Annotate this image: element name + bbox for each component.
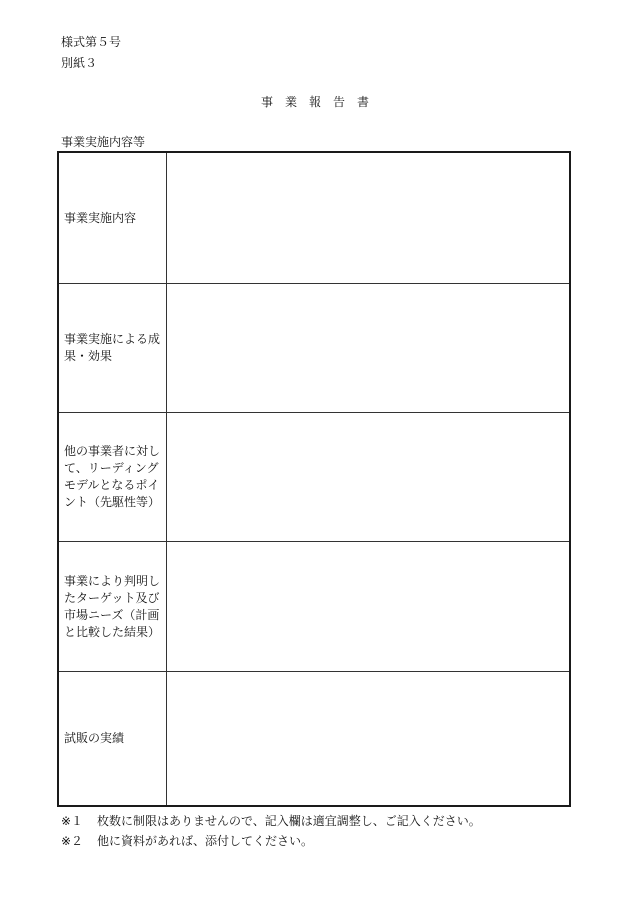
row-input-area[interactable]	[167, 542, 569, 671]
document-title: 事 業 報 告 書	[260, 95, 369, 109]
table-row	[59, 413, 569, 542]
footnote	[61, 833, 313, 849]
row-label-text: 事業により判明したターゲット及び市場ニーズ（計画と比較した結果）	[64, 573, 161, 639]
footnote-text: 枚数に制限はありませんので、記入欄は適宜調整し、ご記入ください。	[97, 814, 481, 828]
row-label	[59, 284, 167, 412]
footnote-text: 他に資料があれば、添付してください。	[97, 834, 314, 848]
section-label: 事業実施内容等	[61, 135, 146, 149]
row-label-text: 他の事業者に対して、リーディングモデルとなるポイント（先駆性等）	[64, 444, 161, 509]
row-label	[59, 153, 167, 283]
row-label-text: 試販の実績	[64, 731, 125, 745]
attachment-label: 別紙３	[61, 56, 98, 70]
footnote-mark: ※２	[61, 834, 84, 848]
footnote-mark: ※１	[61, 814, 84, 828]
row-input-area[interactable]	[167, 284, 569, 412]
footnote	[61, 813, 481, 829]
form-number: 様式第５号	[61, 35, 122, 49]
report-table	[57, 151, 571, 807]
row-input-area[interactable]	[167, 672, 569, 805]
table-row	[59, 284, 569, 413]
row-label-text: 事業実施内容	[64, 210, 137, 225]
row-label	[59, 542, 167, 671]
row-label-text: 事業実施による成果・効果	[64, 332, 161, 363]
row-label	[59, 672, 167, 805]
row-input-area[interactable]	[167, 153, 569, 283]
table-row	[59, 672, 569, 805]
row-input-area[interactable]	[167, 413, 569, 541]
row-label	[59, 413, 167, 541]
table-row	[59, 542, 569, 672]
table-row	[59, 153, 569, 284]
